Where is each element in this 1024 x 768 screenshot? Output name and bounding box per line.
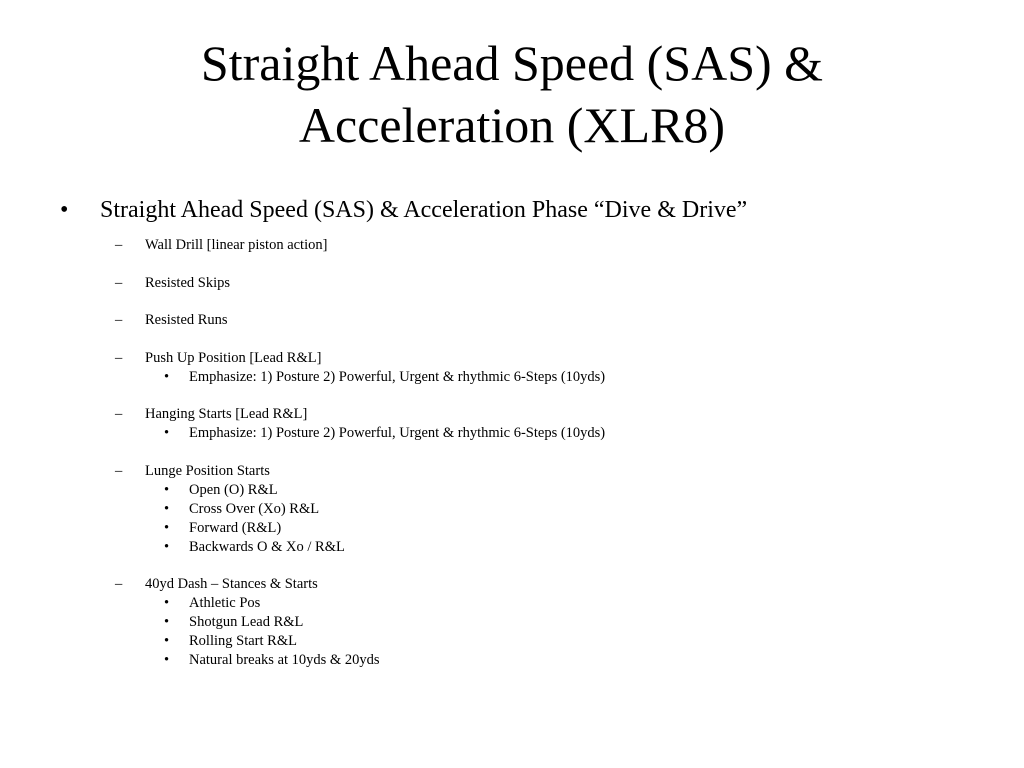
drill-group (0, 311, 1024, 330)
drill-list (0, 236, 1024, 689)
slide-title (0, 32, 1024, 156)
drill-subitem-text: Emphasize: 1) Posture 2) Powerful, Urgent & rhythmic 6-Steps (10yds) (189, 368, 606, 385)
bullet-icon: • (164, 481, 170, 498)
dash-icon: – (115, 349, 123, 366)
drill-subitem-text: Rolling Start R&L (189, 633, 297, 649)
dash-icon: – (115, 274, 123, 291)
drill-item (0, 575, 1024, 594)
drill-item-label: 40yd Dash – Stances & Starts (145, 576, 318, 592)
bullet-icon: • (164, 538, 170, 555)
drill-group (0, 349, 1024, 387)
drill-item-label: Lunge Position Starts (145, 462, 270, 479)
dash-icon: – (115, 406, 123, 422)
main-bullet-text: Straight Ahead Speed (SAS) & Acceleration Phase “Dive & Drive” (100, 197, 748, 223)
dash-icon: – (115, 576, 123, 592)
drill-item-label: Hanging Starts [Lead R&L] (145, 406, 308, 422)
drill-group (0, 405, 1024, 443)
slide-title-line-2: Acceleration (XLR8) (298, 97, 726, 153)
drill-subitem (0, 424, 1024, 443)
drill-subitem (0, 651, 1024, 670)
drill-subitem-text: Open (O) R&L (189, 481, 278, 498)
drill-subitem-text: Athletic Pos (189, 595, 261, 611)
slide-title-line-1: Straight Ahead Speed (SAS) & (200, 35, 824, 91)
drill-group (0, 575, 1024, 670)
drill-item (0, 462, 1024, 481)
drill-item-label: Resisted Skips (145, 274, 230, 291)
drill-item (0, 236, 1024, 255)
drill-subitem (0, 538, 1024, 557)
bullet-icon: • (164, 368, 170, 385)
drill-subitem-text: Shotgun Lead R&L (189, 614, 304, 630)
bullet-icon: • (164, 595, 170, 611)
bullet-icon: • (164, 633, 170, 649)
drill-item-label: Push Up Position [Lead R&L] (145, 349, 322, 366)
dash-icon: – (115, 237, 123, 253)
drill-subitem-text: Natural breaks at 10yds & 20yds (189, 652, 380, 668)
bullet-icon: • (164, 614, 170, 630)
bullet-icon: • (164, 425, 170, 441)
drill-item (0, 274, 1024, 293)
drill-item (0, 405, 1024, 424)
drill-subitem (0, 500, 1024, 519)
drill-group (0, 236, 1024, 255)
drill-subitem-text: Forward (R&L) (189, 519, 282, 536)
drill-item-label: Wall Drill [linear piston action] (145, 237, 328, 253)
drill-item (0, 349, 1024, 368)
drill-item (0, 311, 1024, 330)
drill-subitem (0, 594, 1024, 613)
bullet-icon: • (164, 519, 170, 536)
bullet-icon: • (164, 652, 170, 668)
drill-subitem-text: Cross Over (Xo) R&L (189, 500, 320, 517)
bullet-icon: • (164, 500, 170, 517)
drill-subitem-text: Backwards O & Xo / R&L (189, 538, 345, 555)
drill-subitem (0, 519, 1024, 538)
bullet-icon: • (60, 197, 69, 223)
dash-icon: – (115, 462, 123, 479)
drill-group (0, 274, 1024, 293)
dash-icon: – (115, 312, 123, 328)
drill-group (0, 462, 1024, 557)
drill-subitem-text: Emphasize: 1) Posture 2) Powerful, Urgent & rhythmic 6-Steps (10yds) (189, 425, 606, 441)
drill-subitem (0, 368, 1024, 387)
drill-subitem (0, 481, 1024, 500)
drill-subitem (0, 632, 1024, 651)
drill-item-label: Resisted Runs (145, 312, 228, 328)
drill-subitem (0, 613, 1024, 632)
